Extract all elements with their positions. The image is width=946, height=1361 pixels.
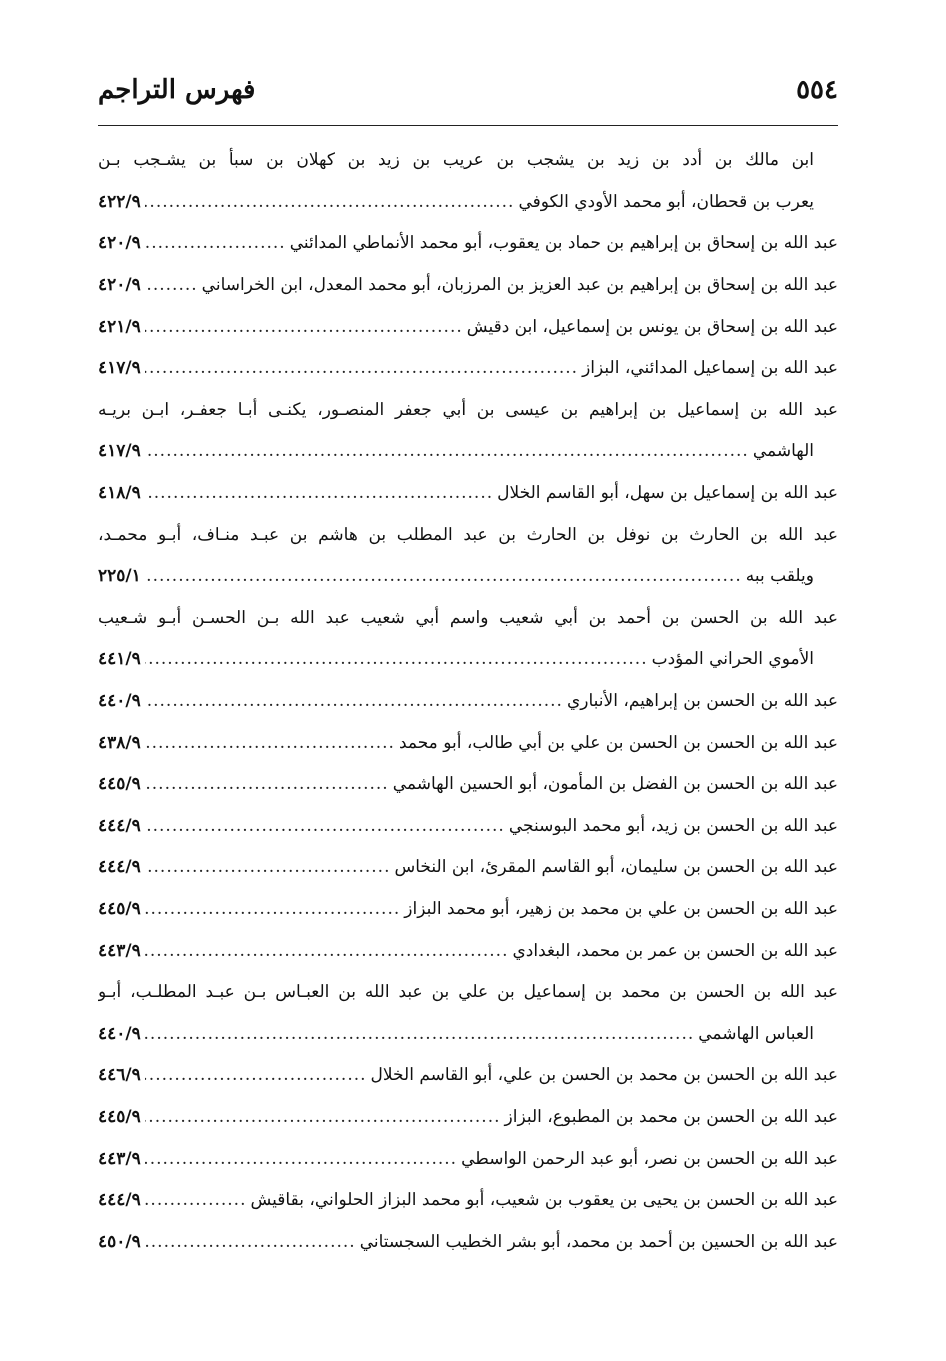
- leader-dots: [145, 901, 401, 918]
- leader-dots: [145, 1026, 695, 1043]
- leader-dots: [145, 776, 389, 793]
- entry-text: عبد الله بن الحسن بن زيد، أبو محمد البوسنجي: [508, 815, 838, 836]
- leader-dots: [145, 859, 391, 876]
- entry-text: الأموي الحراني المؤدب: [651, 649, 814, 670]
- index-entry-line: [98, 639, 838, 681]
- volume-page-reference: ٤٢١/٩: [98, 316, 141, 337]
- leader-dots: [145, 1067, 367, 1084]
- entry-text: عبد الله بن الحسن بن الفضل بن المأمون، أبو الحسين الهاشمي: [392, 774, 838, 795]
- index-entry-line: [98, 1055, 838, 1097]
- entry-text: عبد الله بن إسحاق بن يونس بن إسماعيل، ابن دقيش: [466, 316, 838, 337]
- entry-text: يعرب بن قحطان، أبو محمد الأودي الكوفي: [518, 191, 814, 212]
- entry-text: عبد الله بن الحسن بن محمد بن إسماعيل بن علي بن عبد الله بن العبـاس بـن عبـد المطلـب، أبـو: [98, 982, 838, 1003]
- entry-text: عبد الله بن الحارث بن نوفل بن الحارث بن عبد المطلب بن هاشم بن عبـد منـاف، أبـو محمـد،: [98, 524, 838, 545]
- leader-dots: [145, 1234, 356, 1251]
- index-entries: [98, 140, 838, 1263]
- volume-page-reference: ٤٤٦/٩: [98, 1065, 141, 1086]
- leader-dots: [145, 277, 198, 294]
- volume-page-reference: ٤٢٠/٩: [98, 275, 141, 296]
- entry-text: عبد الله بن إسماعيل بن سهل، أبو القاسم الخلال: [497, 483, 838, 504]
- entry-text: عبد الله بن الحسن بن أحمد بن أبي شعيب واسم أبي شعيب عبد الله بـن الحسـن أبـو شـعيب: [98, 607, 838, 628]
- entry-text: عبد الله بن الحسين بن أحمد بن محمد، أبو بشر الخطيب السجستاني: [359, 1231, 838, 1252]
- entry-text: عبد الله بن الحسن بن نصر، أبو عبد الرحمن الواسطي: [461, 1148, 838, 1169]
- page-number: ٥٥٤: [796, 75, 838, 105]
- leader-dots: [145, 1151, 457, 1168]
- page-header: [98, 70, 838, 110]
- entry-text: عبد الله بن الحسن بن عمر بن محمد، البغدادي: [512, 940, 838, 961]
- entry-text: عبد الله بن الحسن بن يحيى بن يعقوب بن شعيب، أبو محمد البزاز الحلواني، بقاقيش: [250, 1190, 838, 1211]
- index-entry-line: [98, 473, 838, 515]
- leader-dots: [145, 568, 742, 585]
- index-entry-line: [98, 140, 838, 182]
- entry-text: عبد الله بن إسحاق بن إبراهيم بن حماد بن يعقوب، أبو محمد الأنماطي المدائني: [289, 233, 838, 254]
- index-entry-line: [98, 306, 838, 348]
- volume-page-reference: ٤٢٠/٩: [98, 233, 141, 254]
- leader-dots: [145, 693, 563, 710]
- index-entry-line: [98, 598, 838, 640]
- volume-page-reference: ٤٤٠/٩: [98, 1023, 141, 1044]
- volume-page-reference: ٤٤٥/٩: [98, 1106, 141, 1127]
- header-rule: [98, 125, 838, 126]
- index-entry-line: [98, 1097, 838, 1139]
- volume-page-reference: ٤٥٠/٩: [98, 1231, 141, 1252]
- leader-dots: [145, 943, 509, 960]
- entry-text: الهاشمي: [752, 441, 814, 462]
- leader-dots: [145, 818, 505, 835]
- volume-page-reference: ٤٢٢/٩: [98, 191, 141, 212]
- volume-page-reference: ٤٤٣/٩: [98, 1148, 141, 1169]
- entry-text: عبد الله بن الحسن بن علي بن محمد بن زهير، أبو محمد البزاز: [404, 898, 838, 919]
- index-entry-line: [98, 806, 838, 848]
- entry-text: عبد الله بن الحسن بن الحسن بن علي بن أبي طالب، أبو محمد: [398, 732, 838, 753]
- entry-text: عبد الله بن إسحاق بن إبراهيم بن عبد العزيز بن المرزبان، أبو محمد المعدل، ابن الخراساني: [201, 275, 838, 296]
- index-entry-line: [98, 265, 838, 307]
- running-title: فهرس التراجم: [98, 75, 256, 105]
- volume-page-reference: ٤٤٤/٩: [98, 815, 141, 836]
- entry-text: ابن مالك بن أدد بن زيد بن يشجب بن عريب بن زيد بن كهلان بن سبأ بن يشـجب بـن: [98, 150, 814, 171]
- entry-text: عبد الله بن الحسن بن محمد بن الحسن بن علي، أبو القاسم الخلال: [370, 1065, 838, 1086]
- volume-page-reference: ٤٤٥/٩: [98, 898, 141, 919]
- volume-page-reference: ٤١٧/٩: [98, 358, 141, 379]
- volume-page-reference: ٤٤٤/٩: [98, 857, 141, 878]
- index-entry-line: [98, 348, 838, 390]
- index-entry-line: [98, 847, 838, 889]
- index-entry-line: [98, 223, 838, 265]
- volume-page-reference: ٤٣٨/٩: [98, 732, 141, 753]
- index-entry-line: [98, 1138, 838, 1180]
- index-entry-line: [98, 514, 838, 556]
- index-entry-line: [98, 681, 838, 723]
- leader-dots: [145, 360, 578, 377]
- index-entry-line: [98, 431, 838, 473]
- leader-dots: [145, 443, 749, 460]
- volume-page-reference: ٤١٧/٩: [98, 441, 141, 462]
- entry-text: عبد الله بن الحسن بن محمد بن المطبوع، البزاز: [504, 1106, 838, 1127]
- index-entry-line: [98, 1180, 838, 1222]
- volume-page-reference: ٤٤١/٩: [98, 649, 141, 670]
- index-entry-line: [98, 390, 838, 432]
- volume-page-reference: ٤٤٥/٩: [98, 774, 141, 795]
- volume-page-reference: ٤١٨/٩: [98, 483, 141, 504]
- leader-dots: [145, 1109, 501, 1126]
- index-entry-line: [98, 556, 838, 598]
- entry-text: عبد الله بن إسماعيل المدائني، البزاز: [582, 358, 838, 379]
- index-entry-line: [98, 722, 838, 764]
- index-entry-line: [98, 889, 838, 931]
- index-entry-line: [98, 764, 838, 806]
- leader-dots: [145, 319, 463, 336]
- entry-text: عبد الله بن إسماعيل بن إبراهيم بن عيسى بن أبي جعفر المنصـور، يكنـى أبـا جعفـر، ابـن بريـه: [98, 399, 838, 420]
- entry-text: ويلقب ببه: [745, 566, 814, 587]
- leader-dots: [145, 651, 648, 668]
- index-entry-line: [98, 182, 838, 224]
- leader-dots: [145, 235, 286, 252]
- leader-dots: [145, 485, 493, 502]
- index-entry-line: [98, 1221, 838, 1263]
- volume-page-reference: ٤٤٠/٩: [98, 691, 141, 712]
- entry-text: العباس الهاشمي: [698, 1023, 814, 1044]
- index-entry-line: [98, 972, 838, 1014]
- volume-page-reference: ٤٤٤/٩: [98, 1190, 141, 1211]
- entry-text: عبد الله بن الحسن بن إبراهيم، الأنباري: [566, 691, 838, 712]
- index-entry-line: [98, 930, 838, 972]
- leader-dots: [145, 194, 515, 211]
- volume-page-reference: ٤٤٣/٩: [98, 940, 141, 961]
- index-entry-line: [98, 1013, 838, 1055]
- volume-page-reference: ٢٢٥/١: [98, 566, 141, 587]
- leader-dots: [145, 1192, 247, 1209]
- leader-dots: [145, 735, 395, 752]
- entry-text: عبد الله بن الحسن بن سليمان، أبو القاسم المقرئ، ابن النخاس: [394, 857, 838, 878]
